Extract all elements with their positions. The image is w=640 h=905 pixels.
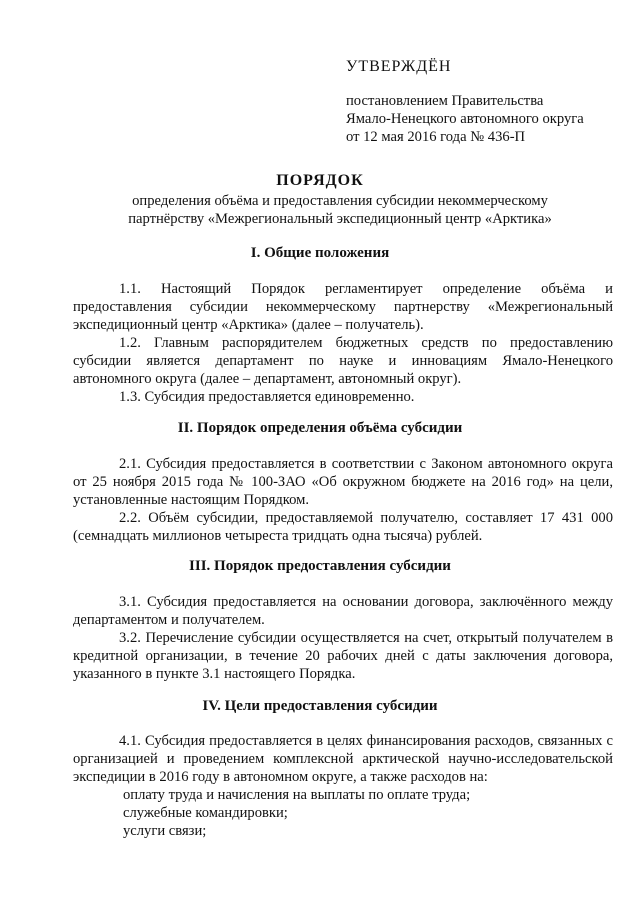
list-item: оплату труда и начисления на выплаты по оплате труда; — [123, 787, 471, 803]
section-body — [73, 280, 613, 406]
section-heading: III. Порядок предоставления субсидии — [189, 558, 451, 574]
paragraph: 1.2. Главным распорядителем бюджетных средств по предоставлению субсидии является департамент по науке и инновациям Ямало-Ненецкого автономного округа (далее – департамент, автономный округ). — [73, 335, 613, 387]
paragraph: 2.1. Субсидия предоставляется в соответствии с Законом автономного округа от 25 ноября 2015 года № 100-ЗАО «Об окружном бюджете на 2016 год» на цели, установленные настоящим Порядком. — [73, 456, 613, 508]
section-body — [73, 593, 613, 683]
approval-line: от 12 мая 2016 года № 436-П — [346, 129, 526, 145]
section-body — [73, 732, 613, 840]
approval-line: постановлением Правительства — [346, 93, 544, 109]
paragraph: 3.2. Перечисление субсидии осуществляется на счет, открытый получателем в кредитной организации, в течение 20 рабочих дней с даты заключения договора, указанного в пункте 3.1 настоящего Порядка. — [73, 630, 613, 682]
section-body — [73, 455, 613, 545]
section-heading: II. Порядок определения объёма субсидии — [177, 420, 463, 436]
approval-block — [346, 58, 584, 146]
list-item: служебные командировки; — [123, 805, 288, 821]
approval-line: Ямало-Ненецкого автономного округа — [346, 111, 584, 127]
paragraph: 3.1. Субсидия предоставляется на основании договора, заключённого между департаментом и получателем. — [73, 594, 613, 628]
paragraph: 1.1. Настоящий Порядок регламентирует определение объёма и предоставления субсидии некоммерческому партнерству «Межрегиональный экспедиционный центр «Арктика» (далее – получатель). — [73, 281, 613, 333]
approval-title: УТВЕРЖДЁН — [346, 58, 452, 75]
document-subtitle: определения объёма и предоставления субсидии некоммерческому партнёрству «Межрегиональный экспедиционный центр «Арктика» — [128, 193, 552, 227]
paragraph: 2.2. Объём субсидии, предоставляемой получателю, составляет 17 431 000 (семнадцать миллионов четыреста тридцать одна тысяча) рублей. — [73, 510, 613, 544]
section-heading: IV. Цели предоставления субсидии — [202, 698, 438, 714]
list-item: услуги связи; — [123, 823, 207, 839]
paragraph: 4.1. Субсидия предоставляется в целях финансирования расходов, связанных с организацией и проведением комплексной арктической научно-исследовательской экспедиции в 2016 году в автономном округе, а также расходов на: — [73, 733, 613, 785]
document-title: ПОРЯДОК — [276, 172, 364, 189]
paragraph: 1.3. Субсидия предоставляется единовременно. — [119, 389, 415, 405]
section-heading: I. Общие положения — [250, 245, 390, 261]
